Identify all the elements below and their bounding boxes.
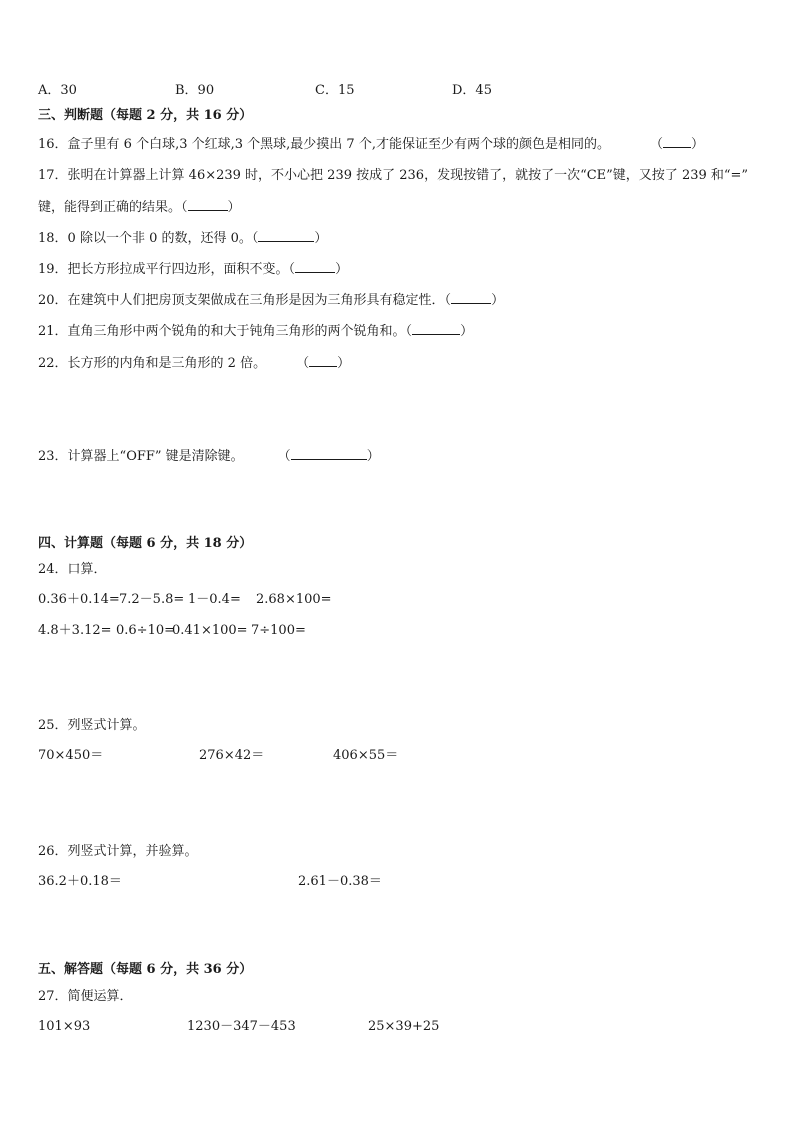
section-4-title: 四、计算题（每题 6 分，共 18 分） (38, 536, 253, 551)
mental-calc-5: 4.8＋3.12= (38, 623, 112, 638)
question-17-text: 键，能得到正确的结果。 (38, 200, 182, 215)
vertical-calc-1: 70×450＝ (38, 748, 104, 763)
mental-calc-8: 7÷100= (251, 623, 306, 638)
question-19-text: 19．把长方形拉成平行四边形，面积不变。 (38, 262, 289, 277)
option-c: C．15 (315, 83, 355, 98)
vertical-calc-2: 276×42＝ (199, 748, 265, 763)
question-26-title: 26．列竖式计算，并验算。 (38, 844, 198, 859)
mental-calc-3: 1－0.4= (188, 592, 241, 607)
verify-calc-1: 36.2＋0.18＝ (38, 874, 122, 889)
question-22-text: 22．长方形的内角和是三角形的 2 倍。 (38, 356, 267, 371)
option-d: D．45 (452, 83, 492, 98)
mental-calc-7: 0.41×100= (172, 623, 248, 638)
question-21 (38, 321, 473, 341)
option-a: A．30 (38, 83, 77, 98)
question-20-text: 20．在建筑中人们把房顶支架做成在三角形是因为三角形具有稳定性． (38, 293, 445, 308)
mental-calc-1: 0.36＋0.14= (38, 592, 120, 607)
question-19 (38, 259, 348, 279)
option-b: B．90 (175, 83, 215, 98)
question-25-title: 25．列竖式计算。 (38, 718, 146, 733)
section-3-title: 三、判断题（每题 2 分，共 16 分） (38, 108, 253, 123)
answer-blank-20[interactable]: （ ） (445, 293, 505, 308)
question-21-text: 21．直角三角形中两个锐角的和大于钝角三角形的两个锐角和。 (38, 324, 406, 339)
simple-calc-1: 101×93 (38, 1019, 91, 1034)
question-17-line-1: 17．张明在计算器上计算 46×239 时，不小心把 239 按成了 236，发现按错了，就按了一次“CE”键，又按了 239 和“=” (38, 168, 749, 183)
question-16 (38, 134, 704, 154)
vertical-calc-3: 406×55＝ (333, 748, 399, 763)
answer-blank-18[interactable]: （ ） (252, 231, 328, 246)
answer-blank-16[interactable]: （ ） (650, 137, 704, 152)
section-5-title: 五、解答题（每题 6 分，共 36 分） (38, 962, 253, 977)
answer-blank-17[interactable]: （ ） (181, 200, 241, 215)
question-23-text: 23．计算器上“OFF” 键是清除键。 (38, 449, 244, 464)
answer-blank-21[interactable]: （ ） (406, 324, 474, 339)
answer-blank-23[interactable]: （ ） (278, 449, 380, 464)
simple-calc-2: 1230－347－453 (187, 1019, 296, 1034)
verify-calc-2: 2.61－0.38＝ (298, 874, 382, 889)
question-17-line-2 (38, 197, 241, 217)
question-18 (38, 228, 327, 248)
mental-calc-6: 0.6÷10= (116, 623, 176, 638)
question-18-text: 18．0 除以一个非 0 的数，还得 0。 (38, 231, 252, 246)
question-24-title: 24．口算． (38, 562, 107, 577)
question-23 (38, 446, 380, 466)
question-27-title: 27．简便运算． (38, 989, 133, 1004)
mental-calc-4: 2.68×100= (256, 592, 332, 607)
question-20 (38, 290, 504, 310)
question-22 (38, 353, 350, 373)
mental-calc-2: 7.2－5.8= (119, 592, 185, 607)
question-16-text: 16．盒子里有 6 个白球,3 个红球,3 个黑球,最少摸出 7 个,才能保证至少有两个球的颜色是相同的。 (38, 137, 610, 152)
answer-blank-22[interactable]: （ ） (296, 356, 350, 371)
answer-blank-19[interactable]: （ ） (289, 262, 349, 277)
simple-calc-3: 25×39+25 (368, 1019, 440, 1034)
